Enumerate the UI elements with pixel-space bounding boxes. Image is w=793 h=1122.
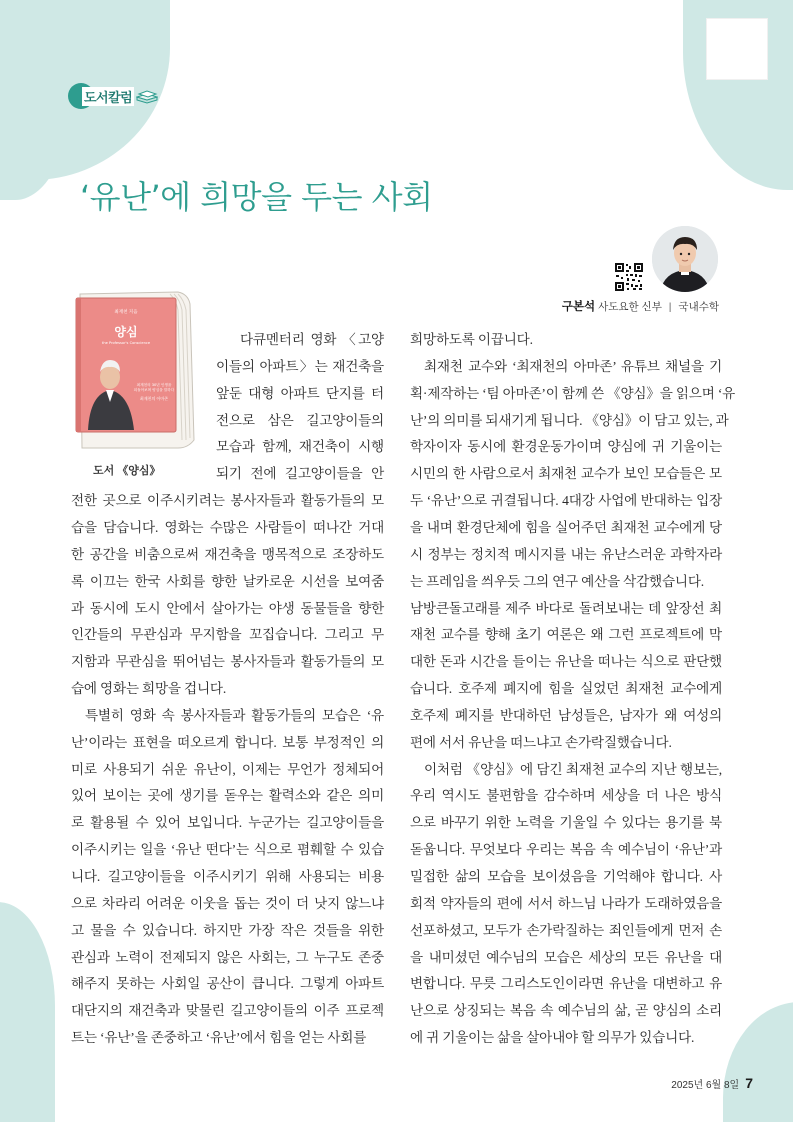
body-text-line: 남방큰돌고래를 제주 바다로 돌려보내는 데 앞장선 최 [410,600,722,616]
body-text-line: 과 동시에 도시 안에서 살아가는 야생 동물들을 향한 [71,600,384,616]
body-text-line: 편에 서서 유난을 떠느냐고 손가락질했습니다. [410,734,672,750]
body-text-line: 밀접한 삶의 모습을 보이셨음을 기억해야 합니다. 사 [410,869,722,884]
body-text-line: 을 내미셨던 예수님의 모습은 세상의 모든 유난을 대 [410,949,722,965]
author-dept: 국내수학 [678,301,719,313]
body-text-line: 재천 교수를 향해 초기 여론은 왜 그런 프로젝트에 막 [410,627,722,643]
body-text-line: 다큐멘터리 영화 〈고양 [240,332,384,347]
qr-code-icon[interactable] [614,262,644,292]
body-text-line: 니다. 길고양이들을 이주시키기 위해 사용되는 비용 [71,869,384,884]
body-text-line: 모습과 함께, 재건축이 시행 [216,439,384,455]
body-text-line: 호주제 폐지를 반대하던 남성들은, 남자가 왜 여성의 [410,707,722,723]
body-text-line: 최재천 교수와 ‘최재천의 아마존’ 유튜브 채널을 기 [424,358,722,374]
body-text-line: 난’의 의미를 되새기게 됩니다. 《양심》이 담고 있는, 과 [410,412,729,428]
body-text-line: 시 정부는 정치적 메시지를 내는 유난스러운 과학자라 [410,546,722,562]
body-text-line: 있어 보이는 곳에 생기를 돋우는 활력소와 같은 의미 [71,788,384,804]
body-text-line: 선포하셨고, 모두가 손가락질하는 죄인들에게 먼저 손 [410,922,722,938]
body-text-line: 시민의 한 사람으로서 최재천 교수가 보인 모습들은 모 [410,466,722,482]
body-text-line: 이들의 아파트〉는 재건축을 [216,358,384,374]
book-cover-image [70,290,200,452]
body-text-line: 습니다. 호주제 폐지에 힘을 실었던 최재천 교수에게 [410,681,722,697]
book-cover-subtitle: the Professor's Conscience [101,341,151,345]
body-text-line: 습을 담습니다. 영화는 수많은 사람들이 떠나간 거대 [71,519,384,535]
body-text-line: 에 귀 기울이는 삶을 살아내야 할 의무가 있습니다. [410,1030,695,1046]
corner-decoration-bottom-right [723,1002,793,1122]
body-text-line: 고 물을 수 있습니다. 하지만 가장 작은 것들을 위한 [71,922,384,938]
body-text-line: 해주지 못하는 사회일 공산이 큽니다. 그렇게 아파트 [71,976,384,992]
body-text-line: 록 이끄는 한국 사회를 향한 날카로운 시선을 보여줌 [71,573,384,589]
book-caption: 도서 《양심》 [93,465,161,477]
corner-decoration-bottom-left [0,902,55,1122]
byline [562,298,719,314]
body-text-line: 학자이자 동시에 환경운동가이며 양심에 귀 기울이는 [410,439,722,455]
author-role: 사도요한 신부 [598,301,662,313]
books-icon [136,88,158,104]
author-name: 구본석 [561,301,596,313]
body-text-line: 이처럼 《양심》에 담긴 최재천 교수의 지난 행보는, [424,761,722,777]
body-text-line: 로 활용될 수 있어 보입니다. 누군가는 길고양이들을 [71,815,384,831]
body-text-line: 대단지의 재건축과 맞물린 길고양이들의 이주 프로젝 [71,1003,384,1019]
body-text-line: 는 프레임을 씌우듯 그의 연구 예산을 삭감했습니다. [410,573,704,589]
book-cover-author: 최재천 지음 [114,310,138,315]
body-text-line: 관심과 노력이 전제되지 않은 사회는, 그 누구도 존중 [71,949,384,965]
body-text-line: 우리 역시도 불편함을 감수하며 세상을 더 나은 방식 [410,788,722,804]
body-text-line: 전한 곳으로 이주시키려는 봉사자들과 활동가들의 모 [71,493,384,509]
body-text-line: 미로 사용되기 쉬운 유난이, 이제는 무언가 정체되어 [71,761,384,777]
body-text-line: 난으로 상징되는 복음 속 예수님의 삶, 곧 양심의 소리 [410,1003,722,1019]
byline-separator: | [668,301,672,313]
page-number: 7 [745,1075,753,1091]
body-text-line: 대한 돈과 시간을 들이는 유난을 떠나는 식으로 판단했 [410,654,722,670]
white-patch [706,18,768,80]
body-text-line: 두 ‘유난’으로 귀결됩니다. 4대강 사업에 반대하는 입장 [410,493,722,509]
body-text-line: 을 내며 환경단체에 힘을 실어주던 최재천 교수에게 당 [410,519,722,535]
body-text-line: 전으로 삼은 길고양이들의 [216,412,384,428]
body-text-line: 이주시키는 일을 ‘유난 떤다’는 식으로 폄훼할 수 있습 [71,842,384,858]
body-text-line: 한 공간을 비춤으로써 재건축을 맹목적으로 조장하도 [71,546,384,562]
article-title: ‘유난’에 희망을 두는 사회 [80,178,433,216]
section-label: 도서칼럼 [82,87,134,106]
section-tag [68,83,158,109]
body-text-line: 으로 바꾸기 위한 노력을 기울일 수 있다는 용기를 북 [410,815,722,831]
body-text-line: 인간들의 무관심과 무지함을 꼬집습니다. 그리고 무 [71,627,384,643]
body-text-line: 트는 ‘유난’을 존중하고 ‘유난’에서 힘을 얻는 사회를 [71,1030,367,1046]
body-text-line: 변합니다. 무릇 그리스도인이라면 유난을 대변하고 유 [410,976,722,992]
issue-date: 2025년 6월 8일 [671,1080,740,1091]
body-text-line: 앞둔 대형 아파트 단지를 터 [216,385,384,401]
body-text-line: 획·제작하는 ‘팀 아마존’이 함께 쓴 《양심》을 읽으며 ‘유 [410,385,736,401]
body-text-line: 난’이라는 표현을 떠오르게 합니다. 보통 부정적인 의 [71,734,384,750]
body-text-line: 특별히 영화 속 봉사자들과 활동가들의 모습은 ‘유 [85,707,384,723]
book-cover-line-1: 최재천의 30년 인생을 [136,383,172,387]
body-text-line: 되기 전에 길고양이들을 안 [216,466,384,482]
author-photo [652,226,718,292]
author-portrait-icon [652,226,718,292]
body-text-line: 으로 차라리 어려운 이웃을 돕는 것이 더 낫지 않느냐 [71,895,384,911]
body-text-line: 돋웁니다. 무엇보다 우리는 복음 속 예수님이 ‘유난’과 [410,842,722,858]
book-cover-line-3: 최재천의 아마존 [139,396,169,401]
body-text-line: 희망하도록 이끕니다. [410,332,533,347]
book-cover-title: 양심 [114,325,138,339]
body-text-line: 회적 약자들의 편에 서서 하느님 나라가 도래하였음을 [410,895,722,911]
body-text-line: 습에 영화는 희망을 겁니다. [71,681,227,697]
page-footer [671,1075,753,1091]
body-text-line: 지함과 무관심을 뛰어넘는 봉사자들과 활동가들의 모 [71,654,384,670]
book-cover-line-2: 되돌아보며 양심을 말하다 [133,388,175,392]
